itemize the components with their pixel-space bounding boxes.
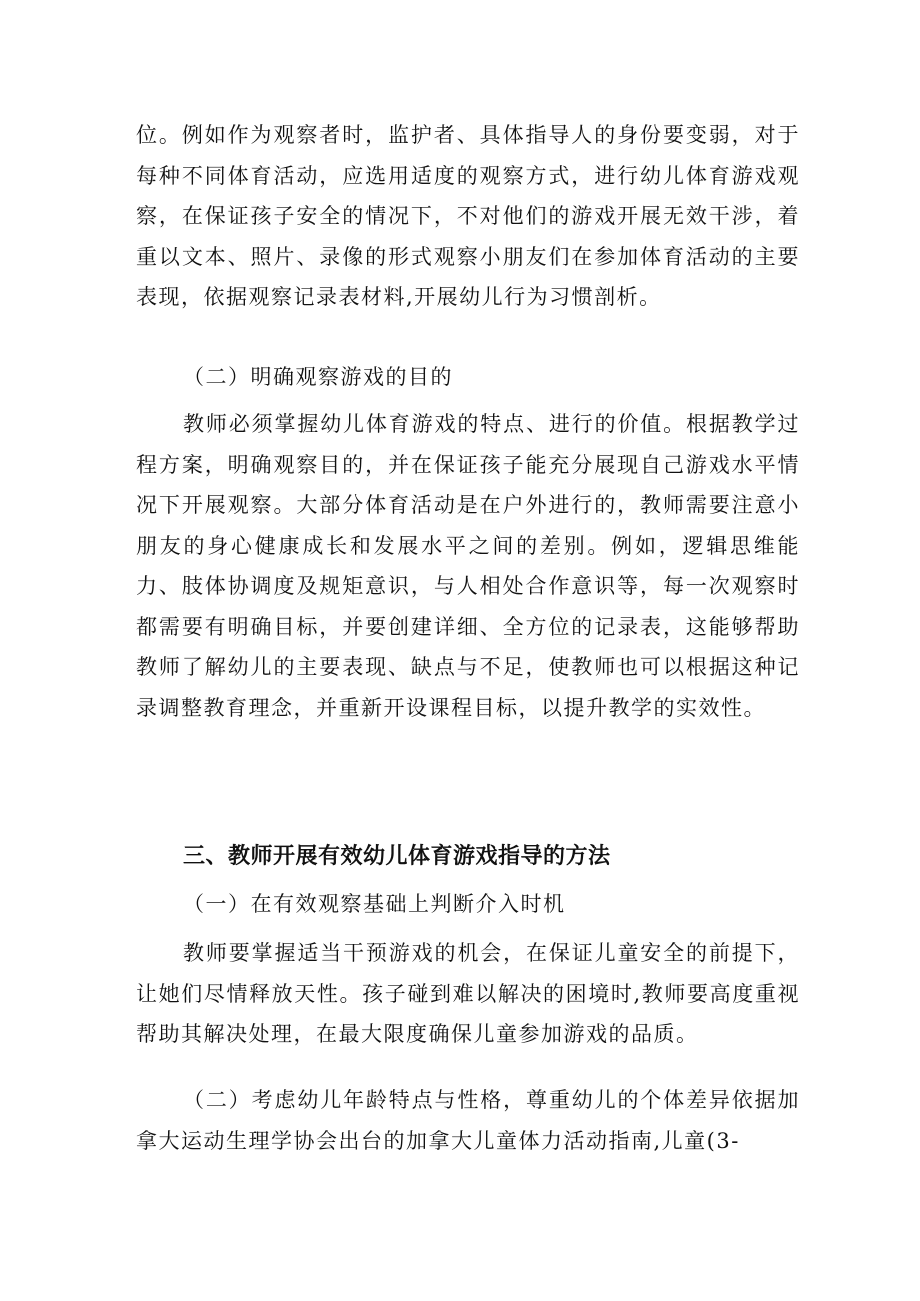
subsection-heading-intervention-timing: （一）在有效观察基础上判断介入时机: [183, 892, 566, 916]
body-paragraph-intervention-timing: 教师要掌握适当干预游戏的机会，在保证儿童安全的前提下，让她们尽情释放天性。孩子碰到难以解决的困境时,教师要高度重视帮助其解决处理，在最大限度确保儿童参加游戏的品质。: [136, 941, 800, 1046]
body-paragraph-age-characteristics: （二）考虑幼儿年龄特点与性格，尊重幼儿的个体差异依据加拿大运动生理学协会出台的加拿大儿童体力活动指南,儿童(3-: [136, 1088, 800, 1153]
section-heading-guidance-methods: 三、教师开展有效幼儿体育游戏指导的方法: [183, 844, 611, 869]
subsection-heading-observation-purpose: （二）明确观察游戏的目的: [183, 365, 453, 389]
body-paragraph-observer-role: 位。例如作为观察者时，监护者、具体指导人的身份要变弱，对于每种不同体育活动，应选用适度的观察方式，进行幼儿体育游戏观察，在保证孩子安全的情况下，不对他们的游戏开展无效干涉，着重以文本、照片、录像的形式观察小朋友们在参加体育活动的主要表现，依据观察记录表材料,开展幼儿行为习惯剖析。: [136, 123, 800, 309]
body-paragraph-observation-purpose: 教师必须掌握幼儿体育游戏的特点、进行的价值。根据教学过程方案，明确观察目的，并在保证孩子能充分展现自己游戏水平情况下开展观察。大部分体育活动是在户外进行的，教师需要注意小朋友的身心健康成长和发展水平之间的差别。例如，逻辑思维能力、肢体协调度及规矩意识，与人相处合作意识等，每一次观察时都需要有明确目标，并要创建详细、全方位的记录表，这能够帮助教师了解幼儿的主要表现、缺点与不足，使教师也可以根据这种记录调整教育理念，并重新开设课程目标，以提升教学的实效性。: [136, 412, 800, 720]
